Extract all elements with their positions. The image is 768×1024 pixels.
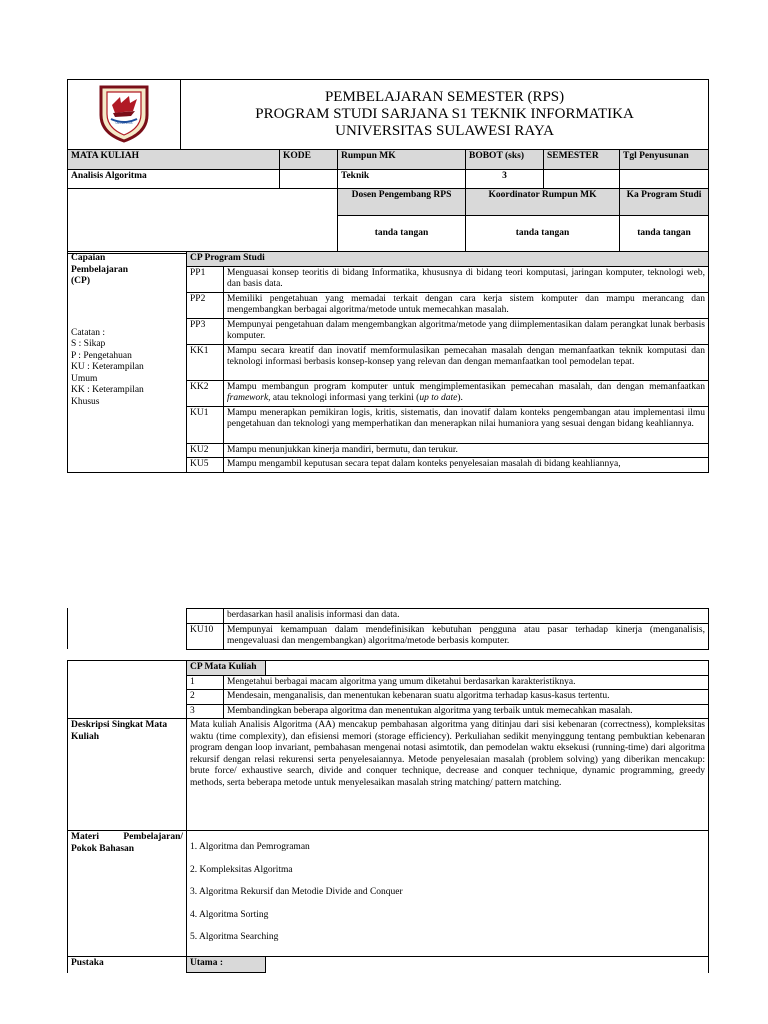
cpmk-label-blank [68, 661, 187, 719]
cp-table [67, 251, 709, 473]
cp-program-header: CP Program Studi [187, 252, 709, 267]
cp-label-2: Pembelajaran [71, 264, 128, 275]
course-bobot: 3 [466, 169, 544, 188]
cp-code: KU5 [187, 458, 224, 473]
col-mata-kuliah: MATA KULIAH [68, 149, 280, 169]
cp-text: Mempunyai kemampuan dalam mendefinisikan kebutuhan pengguna atau pasar terhadap kinerja (menganalisis, mengevaluasi dan mengembangkan) algoritma/metode berbasis komputer. [224, 623, 709, 649]
materi-label: Materi Pembelajaran/ Pokok Bahasan [68, 831, 187, 957]
pustaka-rest [266, 957, 709, 973]
logo-lettering: UNIVERSITAS [115, 122, 133, 125]
title-line-2: PROGRAM STUDI SARJANA S1 TEKNIK INFORMATIKA [255, 105, 634, 122]
materi-item: 3. Algoritma Rekursif dan Metodie Divide and Conquer [190, 887, 403, 897]
course-semester [544, 169, 620, 188]
cpmk-no: 2 [187, 690, 224, 705]
cpmk-text: Mengetahui berbagai macam algoritma yang umum diketahui berdasarkan karakteristiknya. [224, 675, 709, 690]
cont-text: berdasarkan hasil analisis informasi dan data. [224, 609, 709, 624]
cp-code: KU10 [187, 623, 224, 649]
signer-koordinator: Koordinator Rumpun MK [466, 188, 620, 215]
cpmk-text: Membandingkan beberapa algoritma dan menentukan algoritma yang terbaik untuk memecahkan masalah. [224, 704, 709, 719]
cp-code: KU1 [187, 406, 224, 443]
catatan-6: Khusus [71, 396, 100, 407]
cp-code: KU2 [187, 443, 224, 458]
cp-text-kk2 [224, 380, 709, 406]
catatan-4: Umum [71, 373, 98, 384]
sign-kaprodi: tanda tangan [620, 215, 709, 253]
course-rumpun: Teknik [338, 169, 466, 188]
catatan-5: KK : Keterampilan [71, 385, 144, 395]
sign-koordinator: tanda tangan [466, 215, 620, 253]
cp-code: PP2 [187, 292, 224, 318]
cp-text: Mampu secara kreatif dan inovatif memformulasikan pemecahan masalah dengan memanfaatkan teknik komputasi dan teknologi informasi berbasis konsep-konsep yang relevan dan dengan memanfaatkan tool pemodelan tepat. [224, 344, 709, 380]
materi-item: 1. Algoritma dan Pemrograman [190, 842, 310, 852]
deskripsi-text: Mata kuliah Analisis Algoritma (AA) mencakup pembahasan algoritma yang ditinjau dari sisi kebenaran (correctness), kompleksitas waktu (time complexity), dan efisiensi memori (storage efficiency). Perkuliahan sedikit menyinggung tentang pembuktian kebenaran program dengan loop invariant, pembahasan mengenai notasi asimtotik, dan pemodelan waktu eksekusi (running-time) dari algoritma rekursif dengan relasi rekurensi serta penyelesaiannya. Metode penyelesaian masalah (problem solving) yang diberikan mencakup: brute force/ exhaustive search, divide and conquer technique, decrease and conquer technique, dynamic programming, greedy methods, serta beberapa metode untuk menyelesaikan masalah string matching/ pattern matching. [187, 719, 709, 831]
materi-item: 2. Kompleksitas Algoritma [190, 864, 293, 875]
col-kode: KODE [280, 149, 338, 169]
catatan-2: P : Pengetahuan [71, 350, 132, 361]
signer-dosen: Dosen Pengembang RPS [338, 188, 466, 215]
signer-blank-cell [68, 188, 338, 253]
deskripsi-label: Deskripsi Singkat Mata Kuliah [68, 719, 187, 831]
course-kode [280, 169, 338, 188]
materi-item: 5. Algoritma Searching [190, 932, 279, 942]
title-cell [181, 80, 709, 150]
catatan-1: S : Sikap [71, 339, 106, 349]
col-bobot: BOBOT (sks) [466, 149, 544, 169]
cp-code: PP1 [187, 266, 224, 292]
course-name: Analisis Algoritma [68, 169, 280, 188]
cpmk-no: 1 [187, 675, 224, 690]
col-rumpun: Rumpun MK [338, 149, 466, 169]
course-detail-table [67, 660, 709, 973]
cp-label-3: (CP) [71, 276, 90, 286]
kk2-post: ). [457, 393, 463, 403]
title-line-3: UNIVERSITAS SULAWESI RAYA [335, 122, 554, 139]
cp-text: Mampu menunjukkan kinerja mandiri, bermutu, dan terukur. [224, 443, 709, 458]
pustaka-label: Pustaka [68, 957, 187, 973]
col-semester: SEMESTER [544, 149, 620, 169]
col-tgl: Tgl Penyusunan [620, 149, 709, 169]
cp-text: Menguasai konsep teoritis di bidang Informatika, khususnya di bidang teori komputasi, jaringan komputer, teknologi web, dan basis data. [224, 266, 709, 292]
catatan-0: Catatan : [71, 327, 106, 338]
kk2-mid: , atau teknologi informasi yang terkini ( [268, 393, 420, 403]
cp-text: Mampu mengambil keputusan secara tepat dalam konteks penyelesaian masalah di bidang keahliannya, [224, 458, 709, 473]
materi-item: 4. Algoritma Sorting [190, 909, 269, 920]
cpmk-header-rest [266, 661, 709, 676]
signer-kaprodi: Ka Program Studi [620, 188, 709, 215]
cpmk-no: 3 [187, 704, 224, 719]
cp-text: Mampu menerapkan pemikiran logis, kritis, sistematis, dan inovatif dalam konteks pengembangan atau implementasi ilmu pengetahuan dan teknologi yang memperhatikan dan menerapkan nilai humaniora yang sesuai dengan bidang keahliannya. [224, 406, 709, 443]
continuation-table [186, 608, 709, 650]
cont-code-blank [187, 609, 224, 624]
cp-code: KK2 [187, 380, 224, 406]
cp-text: Mempunyai pengetahuan dalam mengembangkan algoritma/metode yang diimplementasikan dalam perangkat lunak berbasis komputer. [224, 318, 709, 344]
cp-text: Memiliki pengetahuan yang memadai terkait dengan cara kerja sistem komputer dan mampu merancang dan mengembangkan berbagai algoritma/metode untuk memecahkan masalah. [224, 292, 709, 318]
kk2-framework: framework [227, 393, 269, 403]
university-logo [93, 81, 155, 143]
cp-code: KK1 [187, 344, 224, 380]
cpmk-text: Mendesain, menganalisis, dan menentukan kebenaran suatu algoritma terhadap kasus-kasus tertentu. [224, 690, 709, 705]
rps-header-table [67, 79, 709, 254]
materi-list [187, 831, 709, 957]
cp-label-cell [68, 252, 187, 473]
pustaka-utama: Utama : [187, 957, 266, 973]
page2-left-border [67, 608, 68, 649]
cp-label-1: Capaian [71, 253, 106, 263]
kk2-uptodate: up to date [419, 393, 458, 403]
course-tgl [620, 169, 709, 188]
cp-code: PP3 [187, 318, 224, 344]
cpmk-header: CP Mata Kuliah [187, 661, 266, 676]
logo-cell [68, 80, 181, 150]
catatan-3: KU : Keterampilan [71, 362, 144, 372]
sign-dosen: tanda tangan [338, 215, 466, 253]
kk2-pre: Mampu membangun program komputer untuk mengimplementasikan pemecahan masalah, dan dengan memanfaatkan [227, 381, 705, 392]
title-line-1: PEMBELAJARAN SEMESTER (RPS) [324, 88, 565, 105]
